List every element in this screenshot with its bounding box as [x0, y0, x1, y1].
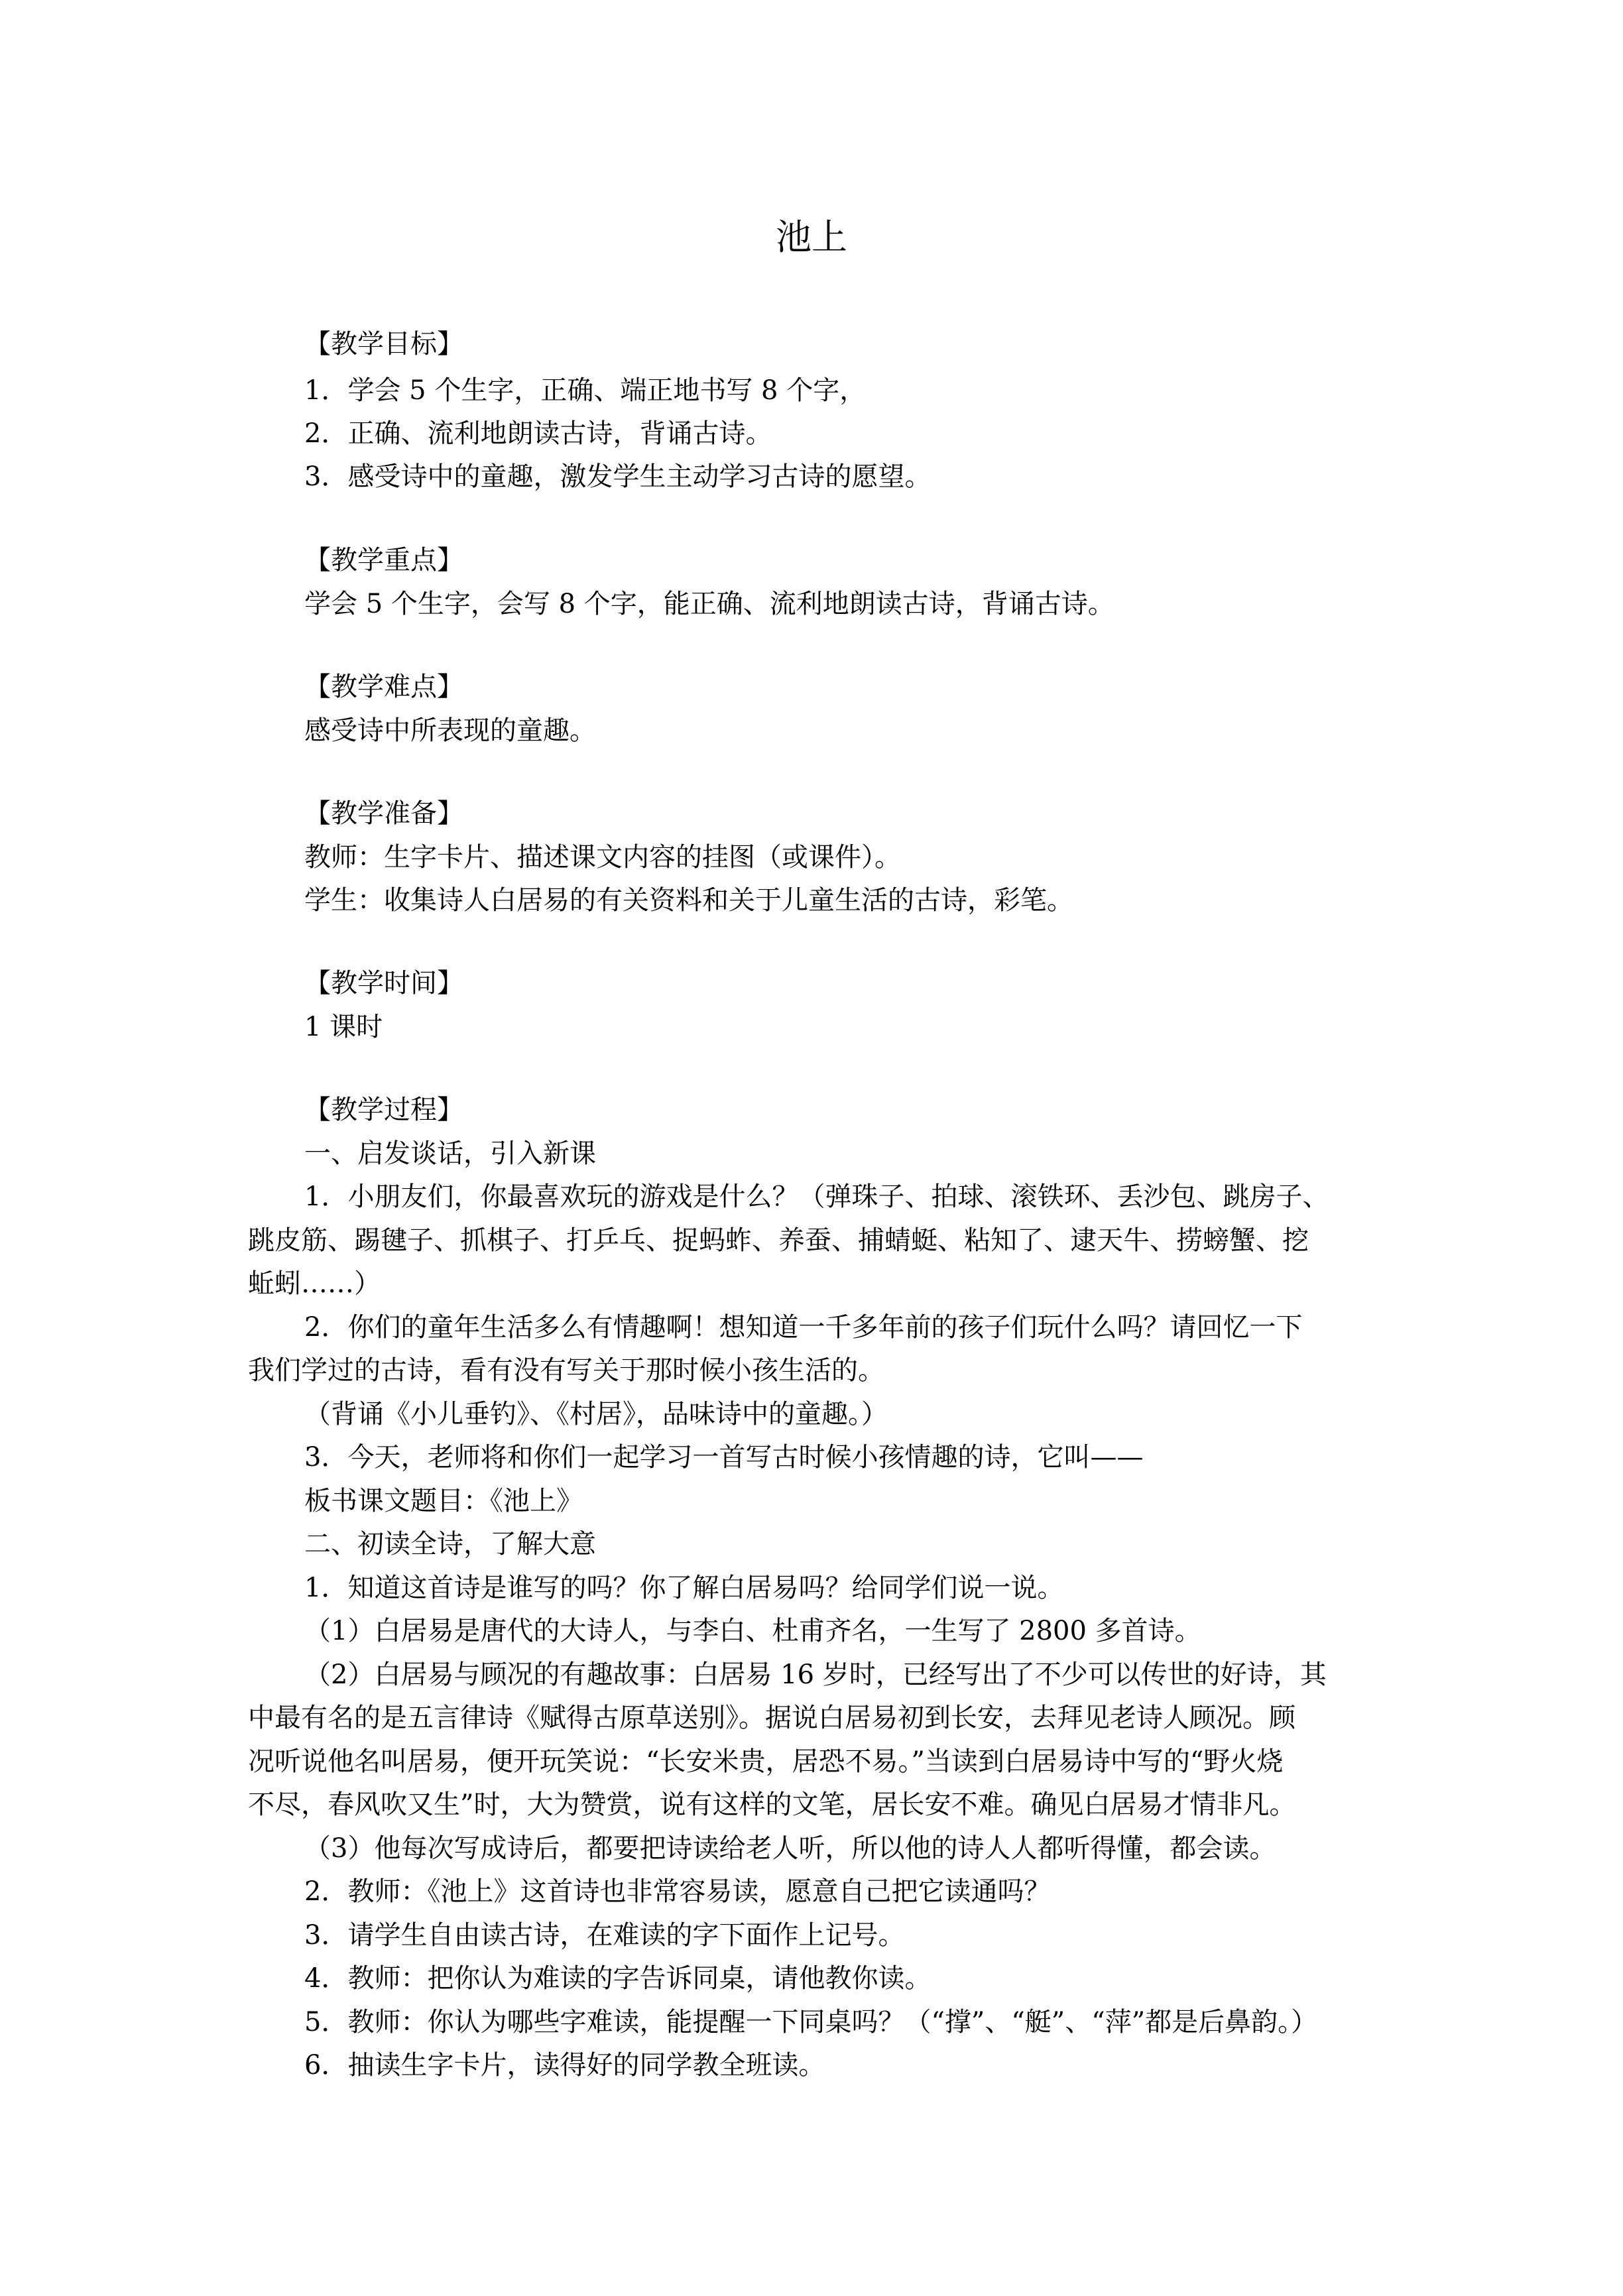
paragraph-line: 1．小朋友们，你最喜欢玩的游戏是什么？（弹珠子、拍球、滚铁环、丢沙包、跳房子、: [304, 1181, 1329, 1212]
time-heading: 【教学时间】: [304, 968, 463, 998]
paragraph-line: 3．今天，老师将和你们一起学习一首写古时候小孩情趣的诗，它叫——: [304, 1442, 1144, 1473]
paragraph-line: 不尽，春风吹又生”时，大为赞赏，说有这样的文笔，居长安不难。确见白居易才情非凡。: [248, 1789, 1296, 1820]
goal-item: 1．学会 5 个生字，正确、端正地书写 8 个字，: [304, 375, 867, 406]
paragraph-line: 我们学过的古诗，看有没有写关于那时候小孩生活的。: [248, 1355, 884, 1386]
paragraph-line: （2）白居易与顾况的有趣故事：白居易 16 岁时，已经写出了不少可以传世的好诗，其: [304, 1660, 1327, 1690]
paragraph-line: 6．抽读生字卡片，读得好的同学教全班读。: [304, 2050, 825, 2081]
prep-heading: 【教学准备】: [304, 798, 463, 829]
paragraph-line: 5．教师：你认为哪些字难读，能提醒一下同桌吗？（“撑”、“艇”、“萍”都是后鼻韵。）: [304, 2007, 1318, 2037]
paragraph-line: 1．知道这首诗是谁写的吗？你了解白居易吗？给同学们说一说。: [304, 1573, 1064, 1603]
goal-item: 3．感受诗中的童趣，激发学生主动学习古诗的愿望。: [304, 461, 932, 492]
key-text: 学会 5 个生字，会写 8 个字，能正确、流利地朗读古诗，背诵古诗。: [304, 589, 1114, 619]
goals-heading: 【教学目标】: [304, 329, 463, 359]
paragraph-line: 况听说他名叫居易，便开玩笑说：“长安米贵，居恐不易。”当读到白居易诗中写的“野火烧: [248, 1746, 1284, 1777]
paragraph-line: 2．教师：《池上》这首诗也非常容易读，愿意自己把它读通吗？: [304, 1876, 1051, 1907]
part2-heading: 二、初读全诗，了解大意: [304, 1529, 596, 1559]
prep-teacher: 教师：生字卡片、描述课文内容的挂图（或课件）。: [304, 842, 901, 873]
paragraph-line: 板书课文题目：《池上》: [304, 1486, 583, 1516]
paragraph-line: （1）白居易是唐代的大诗人，与李白、杜甫齐名，一生写了 2800 多首诗。: [304, 1616, 1201, 1646]
paragraph-line: 2．你们的童年生活多么有情趣啊！想知道一千多年前的孩子们玩什么吗？请回忆一下: [304, 1312, 1303, 1343]
difficulty-heading: 【教学难点】: [304, 672, 463, 702]
paragraph-line: 跳皮筋、踢毽子、抓棋子、打乒乓、捉蚂蚱、养蚕、捕蜻蜓、粘知了、逮天牛、捞螃蟹、挖: [248, 1225, 1309, 1256]
paragraph-line: 蚯蚓……）: [248, 1268, 381, 1299]
part1-heading: 一、启发谈话，引入新课: [304, 1138, 596, 1169]
paragraph-line: （背诵《小儿垂钓》、《村居》，品味诗中的童趣。）: [304, 1399, 888, 1429]
goal-item: 2．正确、流利地朗读古诗，背诵古诗。: [304, 418, 772, 449]
page-title: 池上: [776, 216, 847, 258]
paragraph-line: 4．教师：把你认为难读的字告诉同桌，请他教你读。: [304, 1963, 932, 1994]
time-text: 1 课时: [304, 1012, 383, 1042]
paragraph-line: 3．请学生自由读古诗，在难读的字下面作上记号。: [304, 1920, 905, 1951]
paragraph-line: （3）他每次写成诗后，都要把诗读给老人听，所以他的诗人人都听得懂，都会读。: [304, 1833, 1276, 1864]
key-heading: 【教学重点】: [304, 545, 463, 575]
process-heading: 【教学过程】: [304, 1095, 463, 1125]
paragraph-line: 中最有名的是五言律诗《赋得古原草送别》。据说白居易初到长安，去拜见老诗人顾况。顾: [248, 1703, 1295, 1733]
difficulty-text: 感受诗中所表现的童趣。: [304, 715, 596, 746]
prep-student: 学生：收集诗人白居易的有关资料和关于儿童生活的古诗，彩笔。: [304, 885, 1073, 916]
